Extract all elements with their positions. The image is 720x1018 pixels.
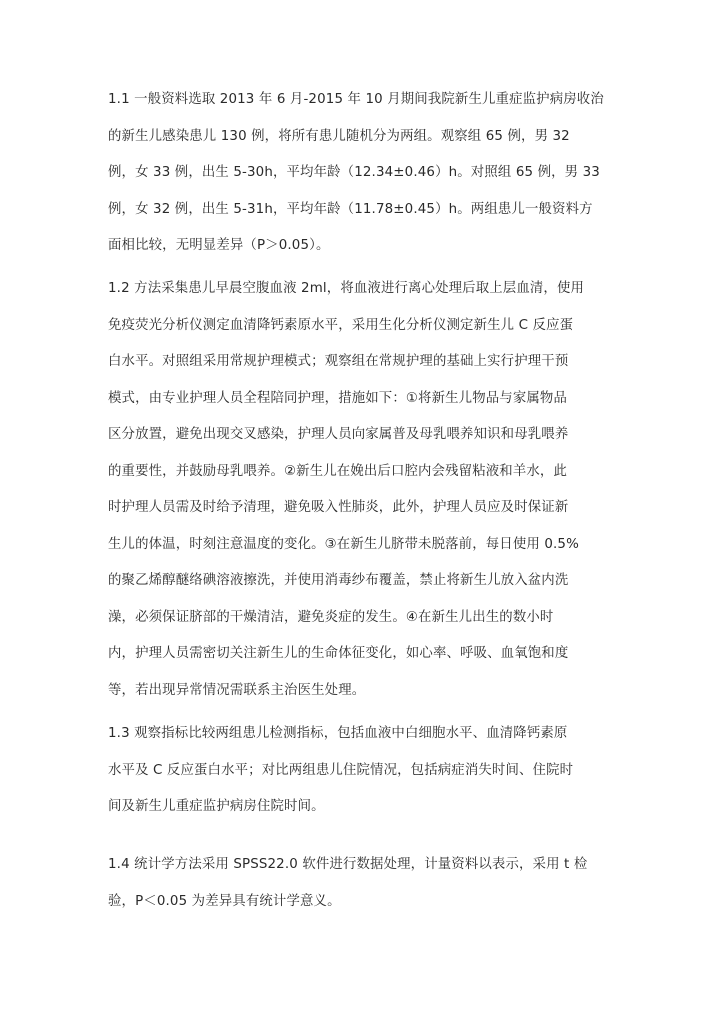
text-line: 时护理人员需及时给予清理，避免吸入性肺炎，此外，护理人员应及时保证新 (108, 500, 569, 515)
text-line: 例，女 33 例，出生 5-30h，平均年龄（12.34±0.46）h。对照组 65 例，男 33 (108, 165, 600, 180)
text-line: 面相比较，无明显差异（P＞0.05）。 (108, 238, 330, 253)
section-1-1-general-data (108, 82, 612, 265)
text-line: 1.1 一般资料选取 2013 年 6 月-2015 年 10 月期间我院新生儿重症监护病房收治 (108, 92, 604, 107)
text-line: 等，若出现异常情况需联系主治医生处理。 (108, 682, 366, 698)
section-1-3-observation-indicators (108, 716, 612, 826)
section-1-2-methods (108, 271, 612, 709)
text-line: 例，女 32 例，出生 5-31h，平均年龄（11.78±0.45）h。两组患儿一般资料方 (108, 201, 593, 217)
text-line: 内，护理人员需密切关注新生儿的生命体征变化，如心率、呼吸、血氧饱和度 (108, 646, 569, 661)
text-line: 的新生儿感染患儿 130 例，将所有患儿随机分为两组。观察组 65 例，男 32 (108, 128, 570, 144)
text-line: 区分放置，避免出现交叉感染，护理人员向家属普及母乳喂养知识和母乳喂养 (108, 427, 569, 442)
text-line: 1.2 方法采集患儿早晨空腹血液 2ml，将血液进行离心处理后取上层血清，使用 (108, 281, 585, 296)
text-line: 验，P＜0.05 为差异具有统计学意义。 (108, 893, 341, 909)
section-1-4-statistical-methods (108, 847, 612, 920)
text-line: 生儿的体温，时刻注意温度的变化。③在新生儿脐带未脱落前，每日使用 0.5% (108, 536, 579, 552)
text-line: 模式，由专业护理人员全程陪同护理，措施如下：①将新生儿物品与家属物品 (108, 390, 567, 406)
text-line: 澡，必须保证脐部的干燥清洁，避免炎症的发生。④在新生儿出生的数小时 (108, 609, 554, 625)
text-line: 1.3 观察指标比较两组患儿检测指标，包括血液中白细胞水平、血清降钙素原 (108, 726, 568, 741)
text-line: 水平及 C 反应蛋白水平；对比两组患儿住院情况，包括病症消失时间、住院时 (108, 762, 574, 778)
text-line: 间及新生儿重症监护病房住院时间。 (108, 799, 325, 814)
text-line: 的聚乙烯醇醚络碘溶液擦洗，并使用消毒纱布覆盖，禁止将新生儿放入盆内洗 (108, 573, 569, 588)
text-line: 1.4 统计学方法采用 SPSS22.0 软件进行数据处理，计量资料以表示，采用 t 检 (108, 857, 588, 872)
text-line: 的重要性，并鼓励母乳喂养。②新生儿在娩出后口腔内会残留粘液和羊水，此 (108, 463, 567, 479)
text-line: 免疫荧光分析仪测定血清降钙素原水平，采用生化分析仪测定新生儿 C 反应蛋 (108, 317, 574, 333)
text-line: 白水平。对照组采用常规护理模式；观察组在常规护理的基础上实行护理干预 (108, 354, 569, 369)
